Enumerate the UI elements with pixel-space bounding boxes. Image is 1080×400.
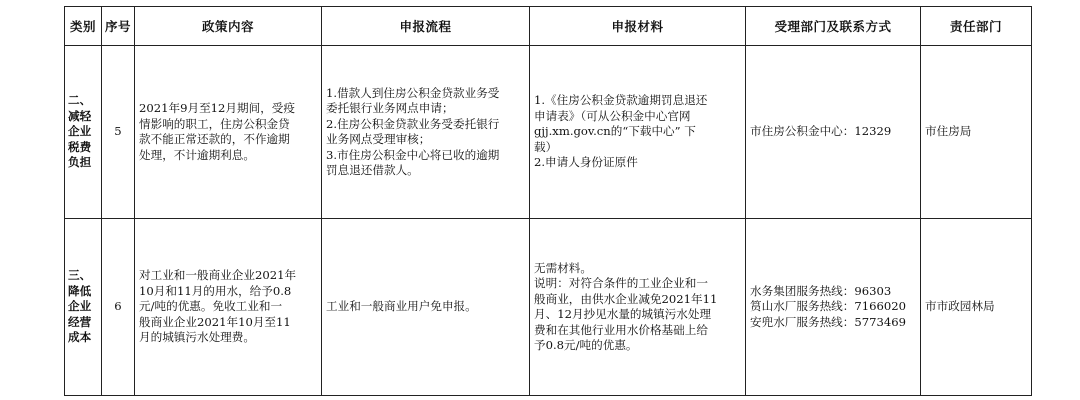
table-row — [65, 46, 1032, 219]
category-cell — [65, 46, 102, 219]
contact-line: 市住房公积金中心：12329 — [750, 124, 892, 139]
materials-item: 2.申请人身份证原件 — [534, 155, 638, 170]
header-content: 政策内容 — [135, 7, 322, 46]
contact-line: 安兜水厂服务热线：5773469 — [750, 314, 906, 329]
dept-contact-cell — [746, 46, 921, 219]
process-step: 3.市住房公积金中心将已收的逾期 罚息退还借款人。 — [326, 147, 500, 177]
content-cell — [135, 219, 322, 396]
header-materials: 申报材料 — [530, 7, 746, 46]
category-cell — [65, 219, 102, 396]
header-row — [65, 7, 1032, 46]
process-step: 2.住房公积金贷款业务受委托银行 业务网点受理审核； — [326, 116, 500, 146]
responsible-cell: 市住房局 — [921, 46, 1032, 219]
process-cell — [322, 219, 530, 396]
header-seq: 序号 — [102, 7, 135, 46]
policy-table — [64, 6, 1032, 396]
category-label: 二、 减轻 企业 税费 负担 — [68, 93, 92, 170]
process-step: 工业和一般商业用户免申报。 — [326, 299, 477, 314]
materials-item: 1.《住房公积金贷款逾期罚息退还 申请表》（可从公积金中心官网 gjj.xm.gov.cn的“下载中心” 下 载） — [534, 93, 708, 154]
seq-cell: 5 — [102, 46, 135, 219]
content-cell — [135, 46, 322, 219]
contact-line: 水务集团服务热线：96303 — [750, 283, 892, 298]
materials-cell — [530, 219, 746, 396]
materials-cell — [530, 46, 746, 219]
table-row — [65, 219, 1032, 396]
process-step: 1.借款人到住房公积金贷款业务受 委托银行业务网点申请； — [326, 85, 500, 115]
content-text: 2021年9月至12月期间，受疫 情影响的职工，住房公积金贷 款不能正常还款的，不作逾期 处理，不计逾期利息。 — [139, 101, 295, 162]
process-cell — [322, 46, 530, 219]
responsible-cell: 市市政园林局 — [921, 219, 1032, 396]
header-dept-contact: 受理部门及联系方式 — [746, 7, 921, 46]
materials-item: 无需材料。 — [534, 260, 592, 275]
contact-line: 筼山水厂服务热线：7166020 — [750, 299, 906, 314]
header-responsible: 责任部门 — [921, 7, 1032, 46]
materials-item: 说明：对符合条件的工业企业和一 般商业，由供水企业减免2021年11 月、12月抄见水量的城镇污水处理 费和在其他行业用水价格基础上给 予0.8元/吨的优惠。 — [534, 276, 718, 352]
seq-cell: 6 — [102, 219, 135, 396]
header-category: 类别 — [65, 7, 102, 46]
category-label: 三、 降低 企业 经营 成本 — [68, 268, 92, 345]
dept-contact-cell — [746, 219, 921, 396]
content-text: 对工业和一般商业企业2021年 10月和11月的用水，给予0.8 元/吨的优惠。免收工业和一 般商业企业2021年10月至11 月的城镇污水处理费。 — [139, 268, 297, 345]
header-process: 申报流程 — [322, 7, 530, 46]
